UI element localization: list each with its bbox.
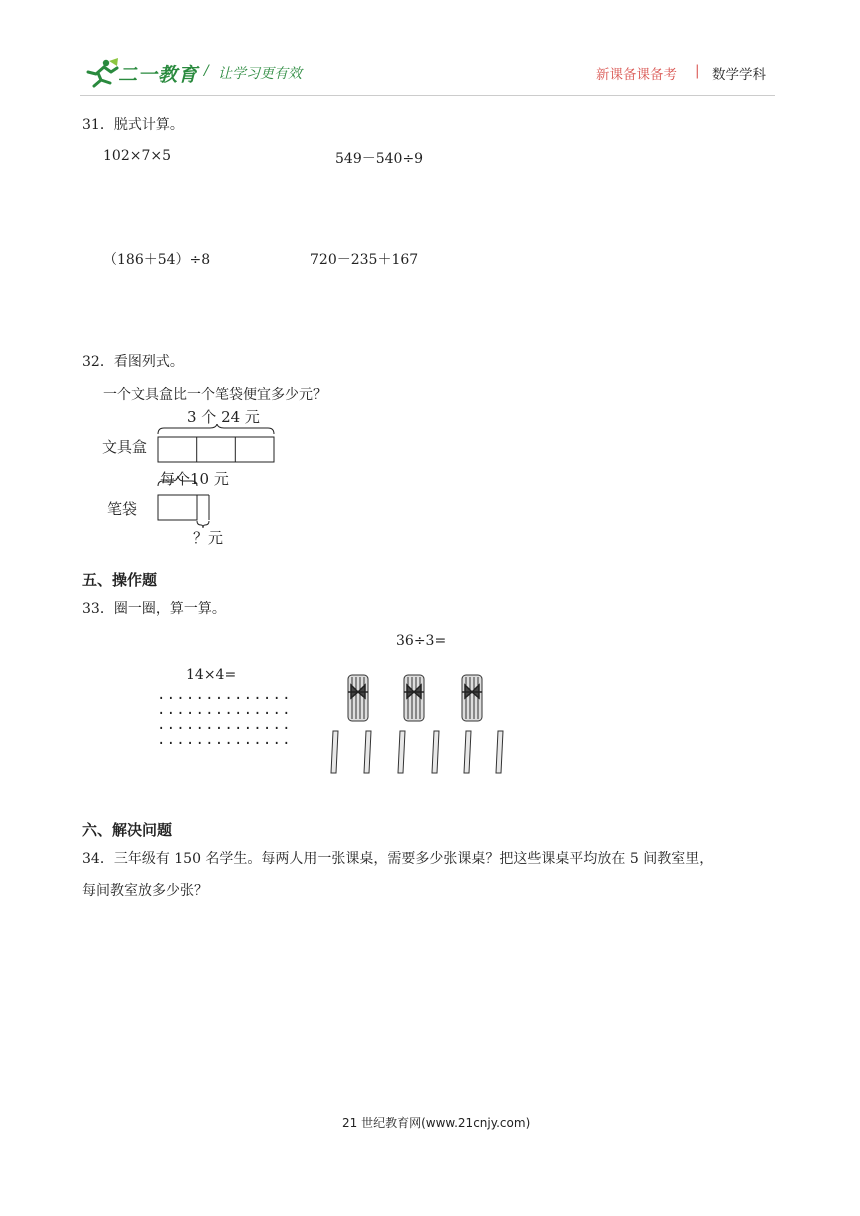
header-right-label: 新课备课备考 [596, 67, 677, 83]
dot-array [157, 688, 292, 748]
logo-text: 二一教育 [118, 64, 199, 86]
dot-row: .............. [157, 687, 292, 703]
label-each-price: 每个10 元 [160, 470, 229, 488]
logo-runner-icon [84, 58, 120, 88]
label-pencil-box: 文具盒 [102, 438, 148, 456]
q31-expr-4: 720－235＋167 [310, 252, 419, 268]
label-unknown: ？元 [193, 529, 224, 547]
q32-title: 32．看图列式。 [82, 354, 184, 370]
single-stick-icon [496, 731, 503, 773]
header-separator: | [695, 63, 700, 79]
stick-bundle-icon [348, 675, 368, 721]
single-stick-icon [364, 731, 371, 773]
q33-expr-a: 14×4= [186, 667, 237, 683]
slogan-separator: / [204, 63, 209, 79]
pencil-box-bar [158, 437, 274, 462]
q33-title: 33．圈一圈，算一算。 [82, 601, 226, 617]
section-5-title: 五、操作题 [82, 571, 158, 589]
header-rule [80, 95, 775, 96]
single-stick-icon [331, 731, 338, 773]
q34-line-2: 每间教室放多少张？ [82, 883, 208, 899]
dot-row: .............. [157, 717, 292, 733]
diagram-total-label: 3 个 24 元 [187, 408, 260, 426]
single-stick-icon [398, 731, 405, 773]
dot-row: .............. [157, 732, 292, 748]
q33-expr-b: 36÷3= [396, 633, 447, 649]
slogan: 让学习更有效 [218, 66, 302, 82]
single-stick-icon [432, 731, 439, 773]
top-brace [158, 424, 274, 434]
dot-row: .............. [157, 702, 292, 718]
footer-text: 21 世纪教育网(www.21cnjy.com) [342, 1116, 531, 1130]
q31-title: 31．脱式计算。 [82, 117, 184, 133]
stick-bundle-icon [462, 675, 482, 721]
q31-expr-1: 102×7×5 [103, 148, 171, 164]
q31-expr-2: 549－540÷9 [335, 151, 424, 167]
label-pencil-case: 笔袋 [107, 500, 138, 518]
stick-bundle-icon [404, 675, 424, 721]
section-6-title: 六、解决问题 [82, 821, 173, 839]
single-stick-icon [464, 731, 471, 773]
q34-line-1: 34．三年级有 150 名学生。每两人用一张课桌，需要多少张课桌？把这些课桌平均放在 5 间教室里， [82, 851, 714, 867]
sticks-picture [315, 665, 515, 780]
q32-question: 一个文具盒比一个笔袋便宜多少元？ [103, 387, 327, 403]
pencil-case-bar [158, 495, 197, 520]
header-subject: 数学学科 [712, 67, 766, 83]
q31-expr-3: （186＋54）÷8 [103, 252, 211, 268]
